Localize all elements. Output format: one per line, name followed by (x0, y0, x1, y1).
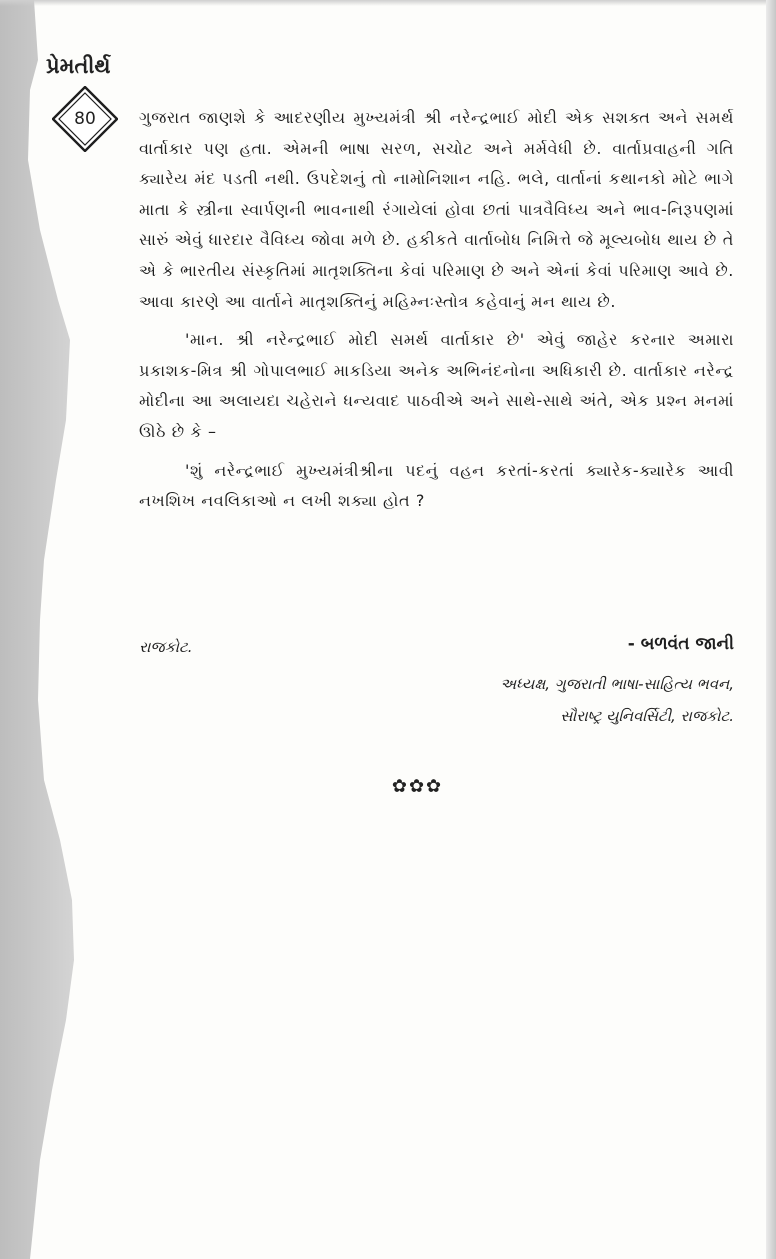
signature-author: - બળવંત જાની (627, 634, 734, 654)
book-title: પ્રેમતીર્થ (46, 54, 111, 78)
foreword-body (139, 103, 734, 525)
section-ornament: ✿✿✿ (391, 776, 444, 797)
author-designation (500, 668, 734, 732)
paragraph: 'શું નરેન્દ્રભાઈ મુખ્યમંત્રીશ્રીના પદનું વહન કરતાં-કરતાં ક્યારેક-ક્યારેક આવી નખશિખ નવલિકાઓ ન લખી શક્યા હોત ? (139, 460, 734, 511)
signature-place: રાજકોટ. (139, 638, 193, 656)
designation-line: સૌરાષ્ટ્ર યુનિવર્સિટી, રાજકોટ. (560, 707, 734, 725)
scan-right-shadow (766, 0, 776, 1259)
paragraph: ગુજરાત જાણશે કે આદરણીય મુખ્યમંત્રી શ્રી નરેન્દ્રભાઈ મોદી એક સશક્ત અને સમર્થ વાર્તાકાર પણ હતા. એમની ભાષા સરળ, સચોટ અને મર્મવેધી છે. વાર્તાપ્રવાહની ગતિ ક્યારેય મંદ પડતી નથી. ઉપદેશનું તો નામોનિશાન નહિ. ભલે, વાર્તાનાં કથાનકો મોટે ભાગે માતા કે સ્ત્રીના સ્વાર્પણની ભાવનાથી રંગાયેલાં હોવા છતાં પાત્રવૈવિધ્ય અને ભાવ-નિરૂપણમાં સારું એવું ધારદાર વૈવિધ્ય જોવા મળે છે. હકીકતે વાર્તાબોધ નિમિત્તે જે મૂલ્યબોધ થાય છે તે એ કે ભારતીય સંસ્કૃતિમાં માતૃશક્તિના કેવાં પરિમાણ છે અને એનાં કેવાં પરિમાણ આવે છે. આવા કારણે આ વાર્તાને માતૃશક્તિનું મહિમ્નઃસ્તોત્ર કહેવાનું મન થાય છે. (139, 108, 734, 311)
page-number: 80 (74, 109, 96, 129)
paragraph: 'માન. શ્રી નરેન્દ્રભાઈ મોદી સમર્થ વાર્તાકાર છે' એવું જાહેર કરનાર અમારા પ્રકાશક-મિત્ર શ્રી ગોપાલભાઈ માકડિયા અનેક અભિનંદનોના અધિકારી છે. વાર્તાકાર નરેન્દ્ર મોદીના આ અલાયદા ચહેરાને ધન્યવાદ પાઠવીએ અને સાથે-સાથે અંતે, એક પ્રશ્ન મનમાં ઊઠે છે કે – (139, 330, 734, 441)
designation-line: અધ્યક્ષ, ગુજરાતી ભાષા-સાહિત્ય ભવન, (500, 675, 734, 693)
scan-top-shadow (0, 0, 776, 6)
signature-row (139, 634, 734, 664)
